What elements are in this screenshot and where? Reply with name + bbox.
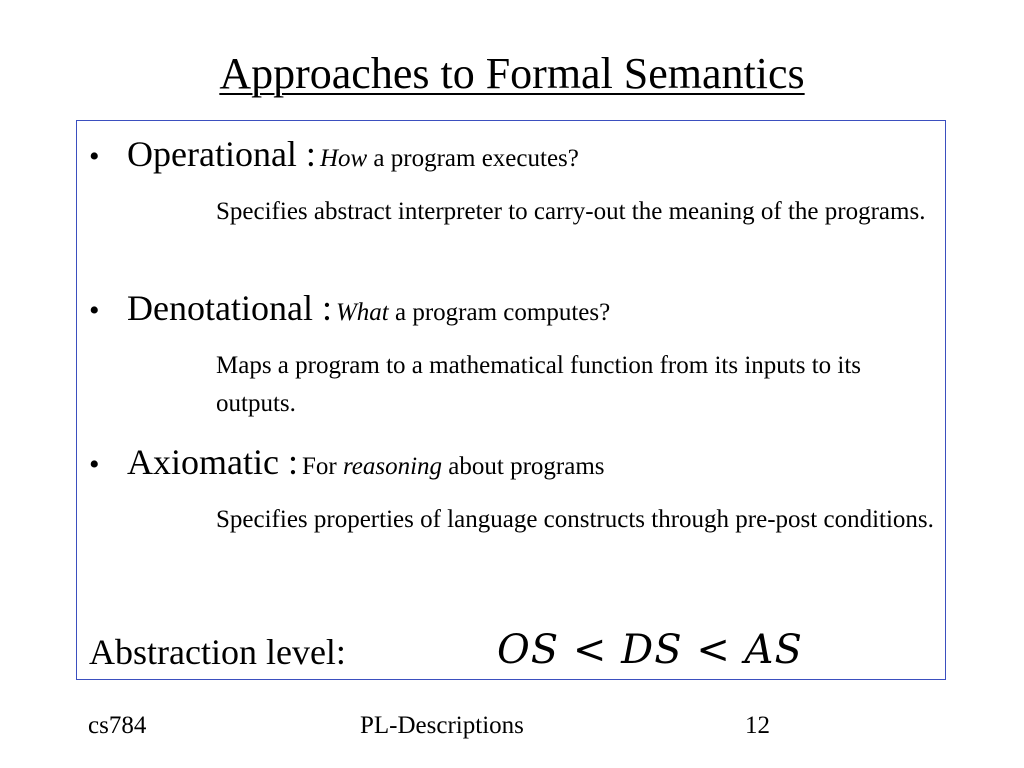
- question-rest: a program executes?: [367, 145, 579, 172]
- question-emphasis: reasoning: [342, 453, 443, 480]
- bullet-question: [302, 453, 605, 480]
- footer-topic: PL-Descriptions: [360, 712, 524, 739]
- question-rest: about programs: [442, 453, 605, 480]
- abstraction-label: Abstraction level:: [89, 632, 346, 672]
- bullet-question: [320, 145, 579, 172]
- description-axiomatic: Specifies properties of language constructs through pre-post conditions.: [216, 506, 934, 533]
- bullet-term: Denotational :: [127, 288, 332, 328]
- question-emphasis: How: [319, 145, 368, 172]
- abstraction-level: [89, 627, 803, 673]
- question-emphasis: What: [335, 299, 389, 326]
- slide-title-text: Approaches to Formal Semantics: [219, 49, 805, 98]
- slide-title: [0, 46, 1024, 102]
- question-prefix: For: [301, 453, 343, 480]
- bullet-dot: •: [89, 140, 100, 173]
- bullet-term: Operational :: [127, 134, 316, 174]
- bullet-question: [336, 299, 610, 326]
- abstraction-formula: OS < DS < AS: [497, 627, 803, 673]
- question-rest: a program computes?: [388, 299, 611, 326]
- bullet-dot: •: [89, 448, 100, 481]
- bullet-operational: [89, 133, 579, 175]
- bullet-axiomatic: [89, 441, 605, 483]
- footer-page-number: 12: [745, 712, 770, 739]
- bullet-term: Axiomatic :: [127, 442, 298, 482]
- description-operational: Specifies abstract interpreter to carry-out the meaning of the programs.: [216, 198, 926, 225]
- description-denotational: Maps a program to a mathematical function from its inputs to its outputs.: [216, 352, 862, 417]
- bullet-denotational: [89, 287, 610, 329]
- footer-course: cs784: [88, 712, 147, 739]
- bullet-dot: •: [89, 294, 100, 327]
- content-box: [76, 120, 946, 680]
